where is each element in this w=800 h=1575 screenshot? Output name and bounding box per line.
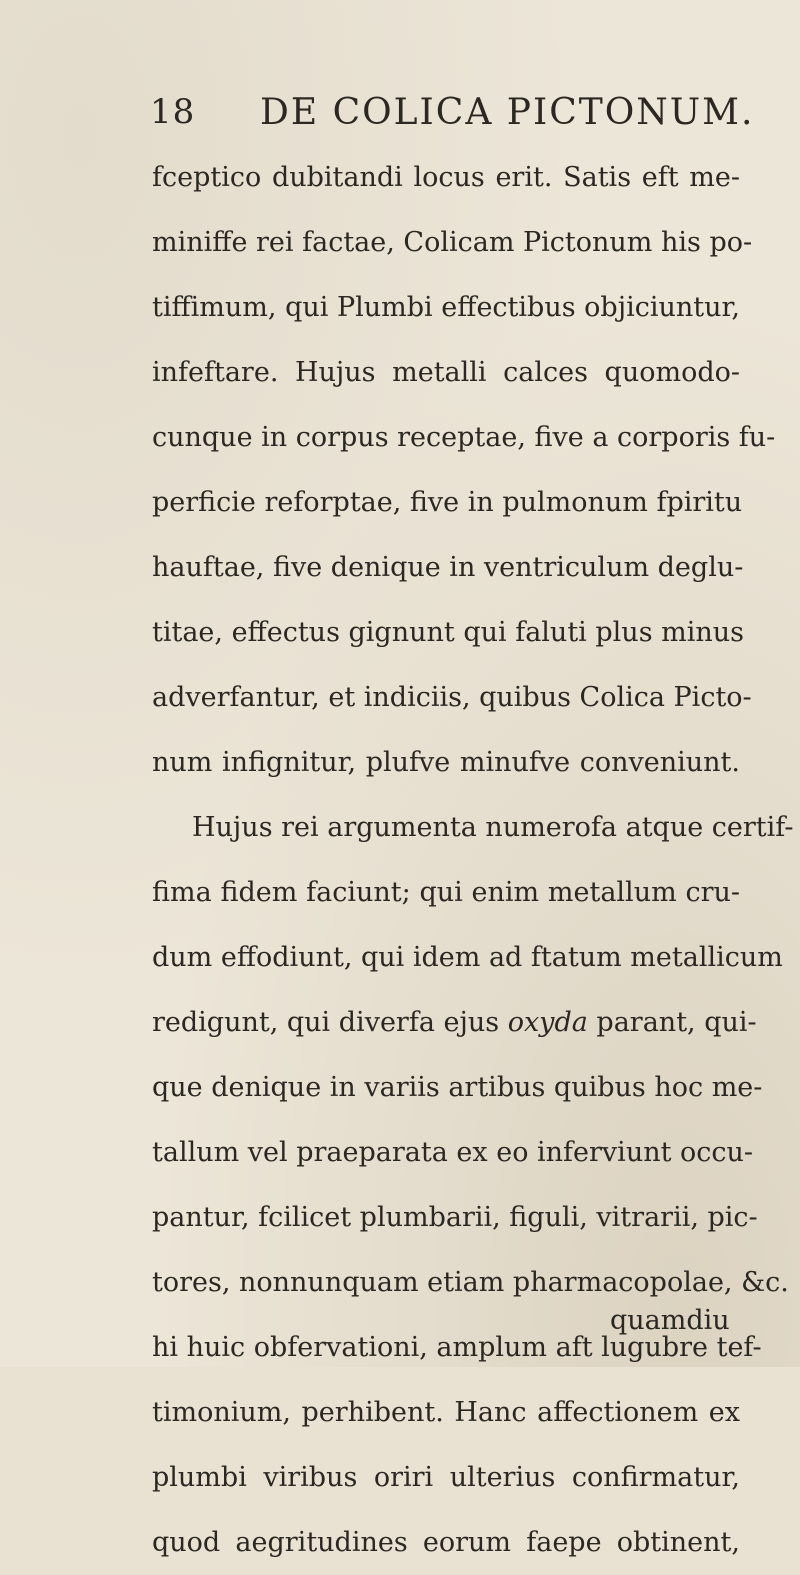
text-line: tiffimum, qui Plumbi effectibus objiciuntur,	[152, 292, 740, 323]
italic-word: oxyda	[507, 1007, 588, 1038]
text-line: dum effodiunt, qui idem ad ftatum metallicum	[152, 942, 783, 973]
text-line: plumbi viribus oriri ulterius confirmatur,	[152, 1462, 740, 1493]
text-line: Hujus rei argumenta numerofa atque certif-	[192, 812, 794, 843]
text-segment: redigunt, qui diverfa ejus	[152, 1007, 500, 1038]
catchword: quamdiu	[610, 1305, 730, 1336]
text-segment: parant, qui-	[596, 1007, 757, 1038]
text-line: timonium, perhibent. Hanc affectionem ex	[152, 1397, 740, 1428]
text-line: infeftare. Hujus metalli calces quomodo-	[152, 357, 740, 388]
text-line: cunque in corpus receptae, five a corporis fu-	[152, 422, 776, 453]
text-line: que denique in variis artibus quibus hoc me-	[152, 1072, 763, 1103]
text-line: quod aegritudines eorum faepe obtinent,	[152, 1527, 740, 1558]
text-line: num infignitur, plufve minufve conveniunt.	[152, 747, 740, 778]
text-line: hi huic obfervationi, amplum aft lugubre tef-	[152, 1332, 762, 1363]
text-line: fima fidem faciunt; qui enim metallum cru-	[152, 877, 740, 908]
running-title: DE COLICA PICTONUM.	[260, 92, 755, 133]
text-line: pantur, fcilicet plumbarii, figuli, vitrarii, pic-	[152, 1202, 758, 1233]
body-text	[152, 145, 794, 1575]
page-header	[150, 92, 755, 142]
page-number: 18	[150, 92, 196, 132]
text-line: adverfantur, et indiciis, quibus Colica Picto-	[152, 682, 752, 713]
text-line: titae, effectus gignunt qui faluti plus minus	[152, 617, 745, 648]
text-line: fceptico dubitandi locus erit. Satis eft me-	[152, 162, 740, 193]
text-line: miniffe rei factae, Colicam Pictonum his po-	[152, 227, 753, 258]
text-line: hauftae, five denique in ventriculum deglu-	[152, 552, 744, 583]
text-line: perficie reforptae, five in pulmonum fpiritu	[152, 487, 743, 518]
text-line-with-italic	[152, 990, 757, 1055]
text-line: tores, nonnunquam etiam pharmacopolae, &c.	[152, 1267, 789, 1298]
text-line: tallum vel praeparata ex eo inferviunt occu-	[152, 1137, 754, 1168]
